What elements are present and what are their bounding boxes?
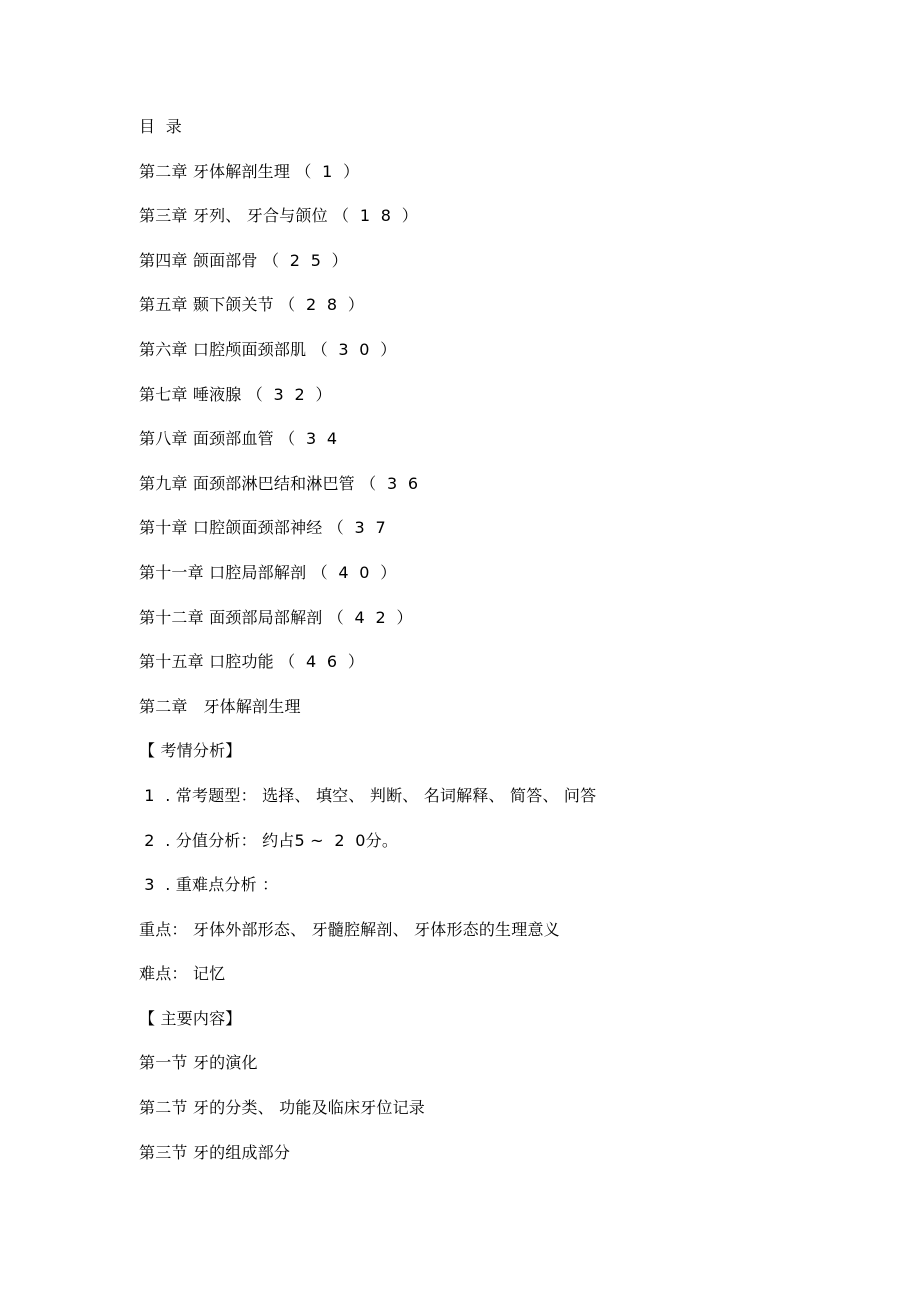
toc-entry: 第八章 面颈部血管 （ 3 4 [139,429,338,449]
list-item: 1 . 常考题型： 选择、 填空、 判断、 名词解释、 简答、 问答 [139,785,597,805]
difficult-points-line: 难点： 记忆 [139,964,226,984]
toc-entry: 第十一章 口腔局部解剖 （ 4 0 ） [139,562,397,582]
toc-entry: 第七章 唾液腺 （ 3 2 ） [139,384,332,404]
toc-entry: 第五章 颞下颌关节 （ 2 8 ） [139,295,365,315]
toc-entry: 第九章 面颈部淋巴结和淋巴管 （ 3 6 [139,473,419,493]
section-label: 【 考情分析】 [139,741,242,761]
section-title: 第一节 牙的演化 [139,1053,258,1073]
chapter-heading: 第二章 牙体解剖生理 [139,696,301,716]
toc-heading: 目 录 [139,117,182,136]
toc-entry: 第十二章 面颈部局部解剖 （ 4 2 ） [139,607,413,627]
toc-entry: 第十五章 口腔功能 （ 4 6 ） [139,652,365,672]
list-item: 2 . 分值分析： 约占5 ~ 2 0分。 [139,830,399,850]
section-title: 第三节 牙的组成部分 [139,1142,291,1162]
toc-entry: 第六章 口腔颅面颈部肌 （ 3 0 ） [139,339,397,359]
section-title: 第二节 牙的分类、 功能及临床牙位记录 [139,1098,425,1118]
toc-entry: 第二章 牙体解剖生理 （ 1 ） [139,161,360,181]
toc-entry: 第三章 牙列、 牙合与颌位 （ 1 8 ） [139,206,418,226]
section-label: 【 主要内容】 [139,1008,242,1028]
key-points-line: 重点： 牙体外部形态、 牙髓腔解剖、 牙体形态的生理意义 [139,919,560,939]
document-body [139,112,859,1182]
toc-entry: 第四章 颌面部骨 （ 2 5 ） [139,250,348,270]
list-item: 3 . 重难点分析 ： [139,875,279,895]
toc-entry: 第十章 口腔颌面颈部神经 （ 3 7 [139,518,386,538]
